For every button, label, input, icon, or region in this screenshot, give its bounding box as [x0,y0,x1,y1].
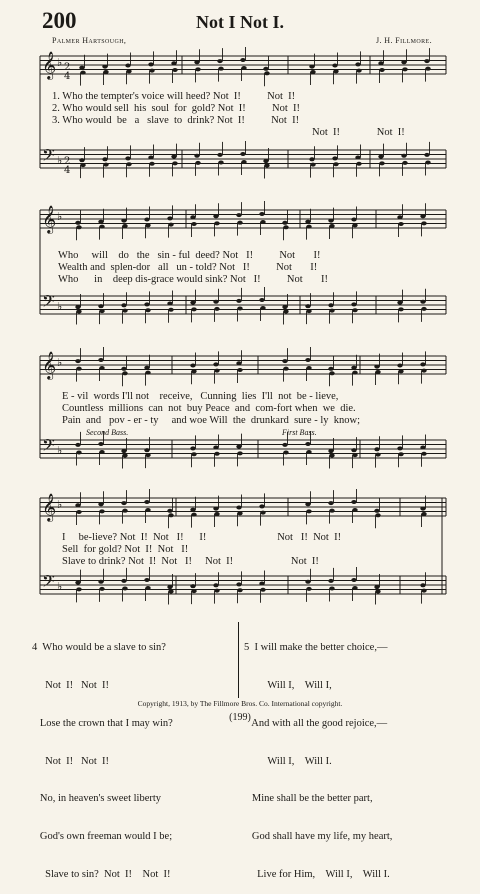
note-head [241,66,246,70]
note-head [99,309,104,313]
note-head [351,218,356,222]
note-head [332,156,337,160]
note-head [122,309,127,313]
note-head [425,67,430,71]
note-head [379,161,384,165]
note-head [305,442,310,446]
note-head [213,214,218,218]
flat-sign: ♭ [57,300,63,313]
note-head [305,580,310,584]
note-head [283,310,288,314]
system2-verse2: Wealth and splen-dor all un - told? Not I! Not I! [58,262,318,273]
note-head [172,161,177,165]
note-head [103,70,108,74]
note-head [375,370,380,374]
note-head [328,219,333,223]
note-head [168,308,173,312]
note-head [190,508,195,512]
bass-clef: 𝄢 [42,145,55,169]
system3-verse1: E - vil words I'll not receive, Cunning lies I'll not be - lieve, [62,391,339,402]
note-head [191,307,196,311]
treble-clef: 𝄞 [42,205,57,233]
note-head [401,154,406,158]
system3-verse2: Countless millions can not buy Peace and com-fort when we die. [62,403,356,414]
time-signature-bottom: 4 [64,71,71,82]
stanza5-line: Mine shall be the better part, [244,793,373,805]
note-head [236,582,241,586]
note-head [213,507,218,511]
note-head [260,220,265,224]
note-head [260,306,265,310]
note-head [328,367,333,371]
note-head [149,162,154,166]
stanza4-line: Not I! Not I! [32,679,109,691]
flat-sign: ♭ [57,210,63,223]
note-head [191,452,196,456]
note-head [420,214,425,218]
note-head [237,588,242,592]
note-head [99,450,104,454]
note-head [145,223,150,227]
note-head [333,69,338,73]
note-head [352,586,357,590]
system1-answer: Not I! Not I! [312,127,405,138]
page-number: (199) [229,712,251,723]
note-head [351,448,356,452]
note-head [122,586,127,590]
note-head [306,587,311,591]
note-head [99,225,104,229]
note-head [191,513,196,517]
composer-credit: J. H. Fillmore. [375,36,432,45]
note-head [172,68,177,72]
note-head [122,224,127,228]
note-head [191,369,196,373]
note-head [194,154,199,158]
hymn-number: 200 [42,8,77,33]
lyricist-credit: Palmer Hartsough, [52,36,127,45]
note-head [309,157,314,161]
note-head [264,71,269,75]
note-head [352,508,357,512]
note-head [167,509,172,513]
system1-verse1: 1. Who the tempter's voice will heed? Not I! Not I! [52,91,296,102]
note-head [306,450,311,454]
note-head [309,65,314,69]
note-head [421,221,426,225]
note-head [213,446,218,450]
note-head [351,578,356,582]
note-head [121,501,126,505]
note-head [99,366,104,370]
note-head [332,64,337,68]
note-head [76,450,81,454]
note-head [76,587,81,591]
system1-verse3: 3. Who would be a slave to drink? Not I! Not I! [52,115,300,126]
note-head [264,164,269,168]
note-head [328,501,333,505]
note-head [306,366,311,370]
note-head [144,448,149,452]
note-head [378,155,383,159]
note-head [194,60,199,64]
note-head [397,446,402,450]
note-head [121,367,126,371]
note-head [218,67,223,71]
note-head [191,589,196,593]
note-head [401,60,406,64]
note-head [195,161,200,165]
note-head [236,506,241,510]
note-head [240,58,245,62]
note-head [310,70,315,74]
flat-sign: ♭ [57,444,63,457]
note-head [375,453,380,457]
note-head [305,220,310,224]
note-head [306,225,311,229]
system4-verse1: I be-lieve? Not I! Not I! I! Not I! Not I! [62,532,342,543]
note-head [310,163,315,167]
note-head [167,216,172,220]
stanza5-line: Live for Him, Will I, Will I. [244,868,390,880]
note-head [374,509,379,513]
note-head [379,68,384,72]
note-head [102,65,107,69]
note-head [424,153,429,157]
note-head [80,71,85,75]
bass-clef: 𝄢 [42,571,55,595]
note-head [425,160,430,164]
note-head [75,359,80,363]
note-head [144,578,149,582]
note-head [98,304,103,308]
note-head [259,298,264,302]
stanza4-line: Not I! Not I! [32,755,109,767]
note-head [329,586,334,590]
note-head [190,215,195,219]
note-head [375,590,380,594]
stanza4-line: No, in heaven's sweet liberty [32,793,162,805]
note-head [397,301,402,305]
note-head [126,162,131,166]
note-head [421,452,426,456]
note-head [328,579,333,583]
note-head [355,156,360,160]
note-head [306,509,311,513]
note-head [145,508,150,512]
note-head [421,589,426,593]
note-head [329,224,334,228]
note-head [145,308,150,312]
note-head [356,162,361,166]
note-head [167,585,172,589]
stanza-5 [244,617,392,894]
note-head [75,581,80,585]
flat-sign: ♭ [57,154,63,167]
note-head [333,162,338,166]
flat-sign: ♭ [57,580,63,593]
note-head [398,307,403,311]
system2-verse1: Who will do the sin - ful deed? Not I! Not I! [58,250,321,261]
note-head [167,302,172,306]
note-head [241,160,246,164]
note-head [374,365,379,369]
flat-sign: ♭ [57,56,63,69]
note-head [398,369,403,373]
stanza4-line: God's own freeman would I be; [32,831,173,843]
note-head [398,452,403,456]
note-head [260,588,265,592]
note-head [145,371,150,375]
note-head [103,163,108,167]
note-head [420,446,425,450]
note-head [121,579,126,583]
note-head [168,513,173,517]
note-head [190,301,195,305]
note-head [168,223,173,227]
note-head [355,62,360,66]
note-head [352,453,357,457]
note-head [306,309,311,313]
note-head [420,583,425,587]
note-head [236,299,241,303]
note-head [122,509,127,513]
flat-sign: ♭ [57,498,63,511]
note-head [283,450,288,454]
flat-sign: ♭ [57,356,63,369]
note-head [122,371,127,375]
note-head [102,157,107,161]
note-head [214,589,219,593]
note-head [263,67,268,71]
note-head [259,212,264,216]
note-head [190,584,195,588]
system1-verse2: 2. Who would sell his soul for gold? Not I! Not I! [52,103,300,114]
stanza5-line: God shall have my life, my heart, [244,831,393,843]
note-head [214,452,219,456]
note-head [195,67,200,71]
note-head [420,362,425,366]
note-head [75,443,80,447]
note-head [145,453,150,457]
note-head [328,449,333,453]
note-head [420,507,425,511]
note-head [98,442,103,446]
hymn-title: Not I Not I. [196,12,284,32]
note-head [352,223,357,227]
time-signature-bottom: 4 [64,165,71,176]
note-head [190,446,195,450]
note-head [144,366,149,370]
note-head [121,303,126,307]
note-head [213,300,218,304]
note-head [122,454,127,458]
note-head [356,69,361,73]
note-head [329,371,334,375]
note-head [191,222,196,226]
note-head [75,221,80,225]
note-head [98,358,103,362]
note-head [282,305,287,309]
note-head [305,358,310,362]
note-head [98,220,103,224]
note-head [402,161,407,165]
stanza5-line: 5 I will make the better choice,— [244,642,388,654]
system4-verse3: Slave to drink? Not I! Not I! Not I! Not I! [62,556,319,567]
note-head [98,502,103,506]
note-head [305,304,310,308]
note-head [374,447,379,451]
note-head [283,367,288,371]
note-head [217,153,222,157]
stanza5-line: And with all the good rejoice,— [244,717,388,729]
note-head [351,302,356,306]
note-head [75,503,80,507]
note-head [213,583,218,587]
note-head [421,512,426,516]
note-head [190,364,195,368]
note-head [214,512,219,516]
note-head [214,307,219,311]
note-head [263,159,268,163]
stanza4-line: 4 Who would be a slave to sin? [32,642,166,654]
note-head [237,511,242,515]
note-head [76,510,81,514]
note-head [145,586,150,590]
note-head [398,222,403,226]
note-head [75,305,80,309]
note-head [374,585,379,589]
stanza5-line: Will I, Will I, [244,679,332,691]
copyright-notice: Copyright, 1913, by The Fillmore Bros. Co. International copyright. [137,699,343,708]
note-head [99,587,104,591]
stanza-4 [32,617,173,894]
system2-verse3: Who in deep dis-grace would sink? Not I! Not I! [58,274,329,285]
note-head [126,69,131,73]
treble-clef: 𝄞 [42,351,57,379]
note-head [240,152,245,156]
stanza-divider [238,622,239,698]
time-signature-top: 2 [64,62,71,73]
note-head [76,310,81,314]
note-head [329,509,334,513]
note-head [329,309,334,313]
note-head [236,361,241,365]
note-head [218,160,223,164]
note-head [121,219,126,223]
note-head [214,369,219,373]
bass-clef: 𝄢 [42,291,55,315]
note-head [214,221,219,225]
treble-clef: 𝄞 [42,51,57,79]
time-signature-top: 2 [64,156,71,167]
note-head [144,302,149,306]
note-head [125,156,130,160]
note-head [144,218,149,222]
note-head [351,366,356,370]
note-head [397,364,402,368]
note-head [420,300,425,304]
system4-verse2: Sell for gold? Not I! Not I! [62,544,189,555]
note-head [99,509,104,513]
note-head [424,59,429,63]
note-head [168,590,173,594]
note-head [260,511,265,515]
first-bass-label: First Bass. [282,428,317,437]
note-head [76,225,81,229]
note-head [328,303,333,307]
note-head [352,371,357,375]
note-head [421,307,426,311]
note-head [259,582,264,586]
second-bass-label: Second Bass. [86,428,129,437]
note-head [259,504,264,508]
note-head [352,308,357,312]
note-head [80,163,85,167]
note-head [149,69,154,73]
note-head [378,61,383,65]
note-head [375,513,380,517]
bass-clef: 𝄢 [42,435,55,459]
note-head [171,61,176,65]
note-head [213,362,218,366]
stanza5-line: Will I, Will I. [244,755,332,767]
note-head [148,156,153,160]
note-head [329,454,334,458]
note-head [282,221,287,225]
stanza4-line: Lose the crown that I may win? [32,717,173,729]
note-head [76,367,81,371]
treble-clef: 𝄞 [42,493,57,521]
note-head [148,62,153,66]
note-head [402,67,407,71]
note-head [79,66,84,70]
note-head [282,443,287,447]
note-head [79,158,84,162]
note-head [237,306,242,310]
note-head [98,580,103,584]
system3-verse3: Pain and pov - er - ty and woe Will the drunkard sure - ly know; [62,415,360,426]
note-head [125,64,130,68]
note-head [282,359,287,363]
note-head [283,225,288,229]
note-head [237,451,242,455]
note-head [236,213,241,217]
note-head [121,449,126,453]
note-head [237,221,242,225]
stanza4-line: Slave to sin? Not I! Not I! [32,868,171,880]
note-head [305,502,310,506]
note-head [217,59,222,63]
note-head [171,155,176,159]
note-head [144,500,149,504]
note-head [237,368,242,372]
note-head [421,369,426,373]
note-head [236,445,241,449]
note-head [397,215,402,219]
note-head [351,500,356,504]
